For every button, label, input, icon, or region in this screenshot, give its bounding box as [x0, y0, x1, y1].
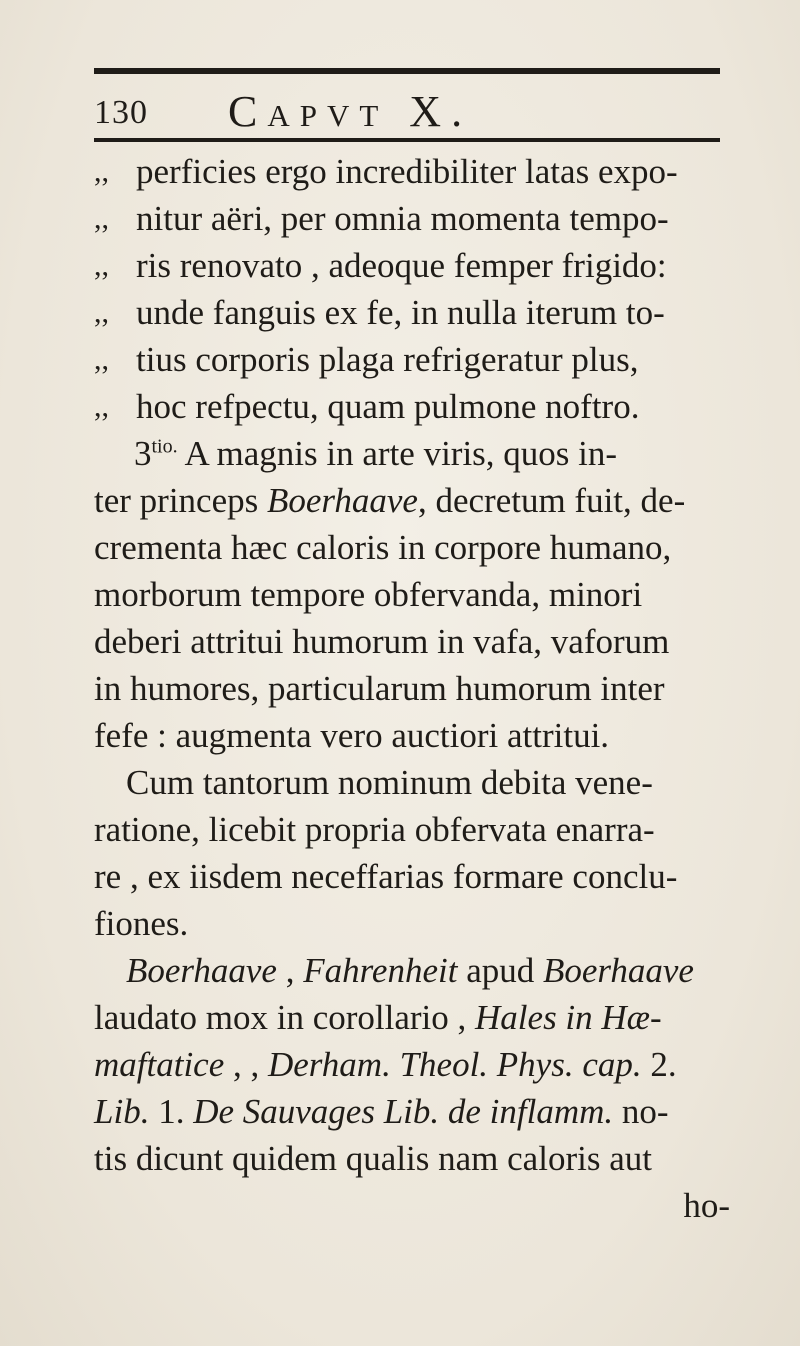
paragraph-line [94, 571, 734, 618]
paragraph-line [94, 430, 734, 477]
line-text: unde fanguis ex fe, in nulla iterum to- [136, 293, 665, 332]
line-text: fefe : augmenta vero auctiori attritui. [94, 716, 610, 755]
text-segment: , [276, 951, 304, 990]
quote-mark: ,, [94, 155, 109, 188]
paragraph-line [94, 618, 734, 665]
italic-citation: Derham. Theol. Phys. cap. [268, 1045, 642, 1084]
text-segment: 1. [149, 1092, 194, 1131]
italic-citation: Lib. [94, 1092, 150, 1131]
italic-name: Boerhaave [543, 951, 694, 990]
text-segment: ter princeps [94, 481, 267, 520]
line-text: crementa hæc caloris in corpore humano, [94, 528, 672, 567]
line-text: nitur aëri, per omnia momenta tempo- [136, 199, 669, 238]
page-header [94, 84, 734, 134]
line-text: fiones. [94, 904, 189, 943]
line-text-rest: A magnis in arte viris, quos in- [184, 434, 618, 473]
paragraph-line [94, 1135, 734, 1182]
page-number: 130 [94, 94, 148, 131]
ordinal-number: 3 [134, 434, 152, 473]
quote-mark: ,, [94, 296, 109, 329]
quote-mark: ,, [94, 390, 109, 423]
line-text: Cum tantorum nominum debita vene- [126, 763, 653, 802]
text-segment: , , [224, 1045, 268, 1084]
quoted-line [94, 148, 734, 195]
quote-mark: ,, [94, 202, 109, 235]
line-text: ratione, licebit propria obfervata enarra- [94, 810, 655, 849]
running-head: Capvt X. [228, 87, 473, 136]
line-text: deberi attritui humorum in vafa, vaforum [94, 622, 670, 661]
text-segment: apud [457, 951, 543, 990]
quote-mark: ,, [94, 249, 109, 282]
line-text [134, 430, 617, 477]
line-text: in humores, particularum humorum inter [94, 669, 665, 708]
quoted-line [94, 195, 734, 242]
quoted-line [94, 383, 734, 430]
line-text: re , ex iisdem neceffarias formare conclu- [94, 857, 678, 896]
line-text [94, 477, 685, 524]
italic-title: maftatice [94, 1045, 225, 1084]
quote-mark: ,, [94, 343, 109, 376]
line-text: ris renovato , adeoque femper frigido: [136, 246, 667, 285]
line-text [126, 947, 694, 994]
paragraph-line [94, 477, 734, 524]
text-segment: laudato mox in corollario , [94, 998, 476, 1037]
catchword: ho- [683, 1186, 730, 1225]
line-text: tis dicunt quidem qualis nam caloris aut [94, 1139, 652, 1178]
text-segment: no- [613, 1092, 669, 1131]
paragraph-line [94, 853, 734, 900]
line-text: morborum tempore obfervanda, minori [94, 575, 643, 614]
paragraph-line [94, 1088, 734, 1135]
line-text [94, 994, 662, 1041]
line-text: tius corporis plaga refrigeratur plus, [136, 340, 639, 379]
text-segment: 2. [641, 1045, 677, 1084]
header-rule-top [94, 68, 720, 74]
italic-citation: De Sauvages Lib. de inflamm. [193, 1092, 614, 1131]
italic-name: Boerhaave [126, 951, 277, 990]
paragraph-line [94, 900, 734, 947]
header-rule-bottom [94, 138, 720, 142]
line-text: perficies ergo incredibiliter latas expo- [136, 152, 678, 191]
paragraph-line [94, 947, 734, 994]
line-text [94, 1088, 669, 1135]
paragraph-line [94, 759, 734, 806]
paragraph-line [94, 712, 734, 759]
quoted-line [94, 242, 734, 289]
line-text [94, 1041, 677, 1088]
italic-name: Fahrenheit [303, 951, 458, 990]
paragraph-line [94, 1041, 734, 1088]
paragraph-line [94, 665, 734, 712]
ordinal-suffix: tio. [151, 435, 178, 458]
italic-name: Boerhaave [266, 481, 418, 520]
line-text: hoc refpectu, quam pulmone noftro. [136, 387, 640, 426]
quoted-line [94, 289, 734, 336]
paragraph-line [94, 994, 734, 1041]
catchword-line [94, 1182, 734, 1229]
paragraph-line [94, 524, 734, 571]
body-text [94, 148, 734, 1229]
quoted-line [94, 336, 734, 383]
paragraph-line [94, 806, 734, 853]
italic-name: Hales in Hæ- [475, 998, 662, 1037]
text-segment: , decretum fuit, de- [417, 481, 686, 520]
